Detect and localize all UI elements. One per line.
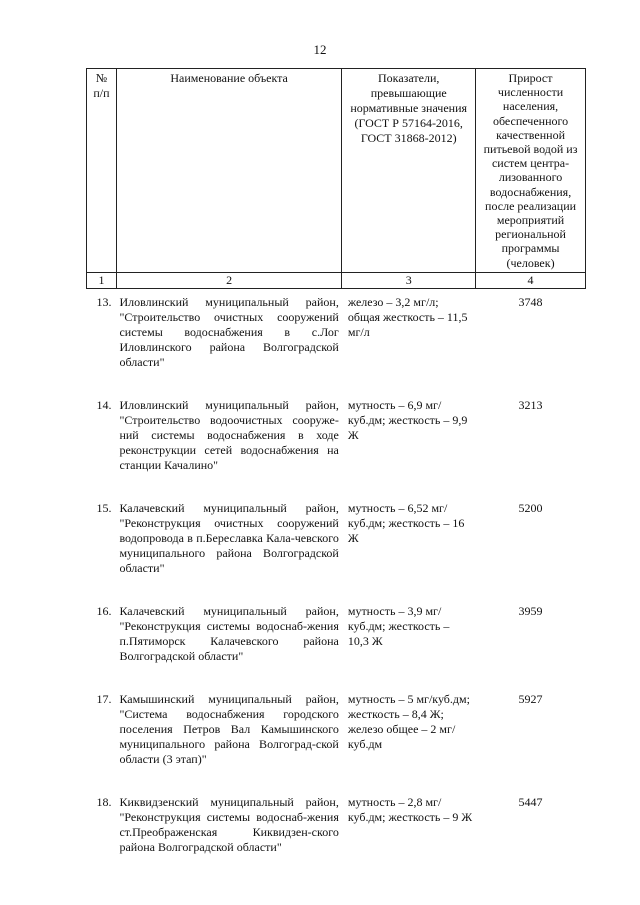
population-growth: 5927 — [518, 691, 543, 706]
table-header-row — [87, 69, 586, 273]
indicators: мутность – 5 мг/куб.дм; жесткость – 8,4 Ж; железо общее – 2 мг/куб.дм — [347, 691, 470, 751]
population-growth: 3959 — [518, 603, 543, 618]
table-row — [87, 686, 586, 767]
table-row — [87, 392, 586, 473]
header-num: № п/п — [87, 69, 117, 273]
object-name: Калачевский муниципальный район, "Реконструкция системы водоснаб-жения п.Пятиморск Калачевского района Волгоградской области" — [119, 603, 339, 663]
indicators: мутность – 2,8 мг/куб.дм; жесткость – 9 Ж — [347, 794, 473, 824]
indicators: мутность – 3,9 мг/куб.дм; жесткость – 10,3 Ж — [347, 603, 450, 648]
object-name: Камышинский муниципальный район, "Система водоснабжения городского поселения Петров Вал Камышинского муниципального района Волгоград-ской области (3 этап)" — [119, 691, 339, 766]
row-number: 17. — [96, 691, 112, 706]
header-object-name: Наименование объекта — [116, 69, 341, 273]
indicators: железо – 3,2 мг/л; общая жесткость – 11,5 мг/л — [347, 294, 468, 339]
column-number: 2 — [116, 272, 341, 288]
row-number: 13. — [96, 294, 112, 309]
object-name: Калачевский муниципальный район, "Реконструкция очистных сооружений водопровода в п.Береславка Кала-чевского муниципального района Волгоградской области" — [119, 500, 339, 575]
column-numbers-row — [87, 272, 586, 288]
row-number: 18. — [96, 794, 112, 809]
object-name: Иловлинский муниципальный район, "Строительство очистных сооружений системы водоснабжения в с.Лог Иловлинского района Волгоградской области" — [119, 294, 339, 369]
table-row — [87, 495, 586, 576]
table-row — [87, 288, 586, 370]
column-number: 1 — [87, 272, 117, 288]
population-growth: 5200 — [518, 500, 543, 515]
row-number: 16. — [96, 603, 112, 618]
indicators: мутность – 6,9 мг/куб.дм; жесткость – 9,9 Ж — [347, 397, 468, 442]
object-name: Иловлинский муниципальный район, "Строительство водоочистных сооруже-ний системы водоснабжения в ходе реконструкции сетей водоснабжения на станции Качалино" — [119, 397, 339, 472]
indicators: мутность – 6,52 мг/куб.дм; жесткость – 16 Ж — [347, 500, 465, 545]
population-growth: 5447 — [518, 794, 543, 809]
column-number: 3 — [342, 272, 476, 288]
row-number: 15. — [96, 500, 112, 515]
table-row — [87, 789, 586, 855]
header-indicators: Показатели, превышающие нормативные значения (ГОСТ Р 57164-2016, ГОСТ 31868-2012) — [342, 69, 476, 273]
table-row — [87, 598, 586, 664]
population-growth: 3213 — [518, 397, 543, 412]
objects-table — [86, 68, 586, 855]
object-name: Киквидзенский муниципальный район, "Реконструкция системы водоснаб-жения ст.Преображенская Киквидзен-ского района Волгоградской области" — [119, 794, 339, 854]
population-growth: 3748 — [518, 294, 543, 309]
column-number: 4 — [476, 272, 586, 288]
row-number: 14. — [96, 397, 112, 412]
page-number: 12 — [313, 42, 327, 57]
header-population-growth: Прирост численности населения, обеспеченного качественной питьевой водой из систем центра-лизованного водоснабжения, после реализации мероприятий региональной программы (человек) — [476, 69, 586, 273]
